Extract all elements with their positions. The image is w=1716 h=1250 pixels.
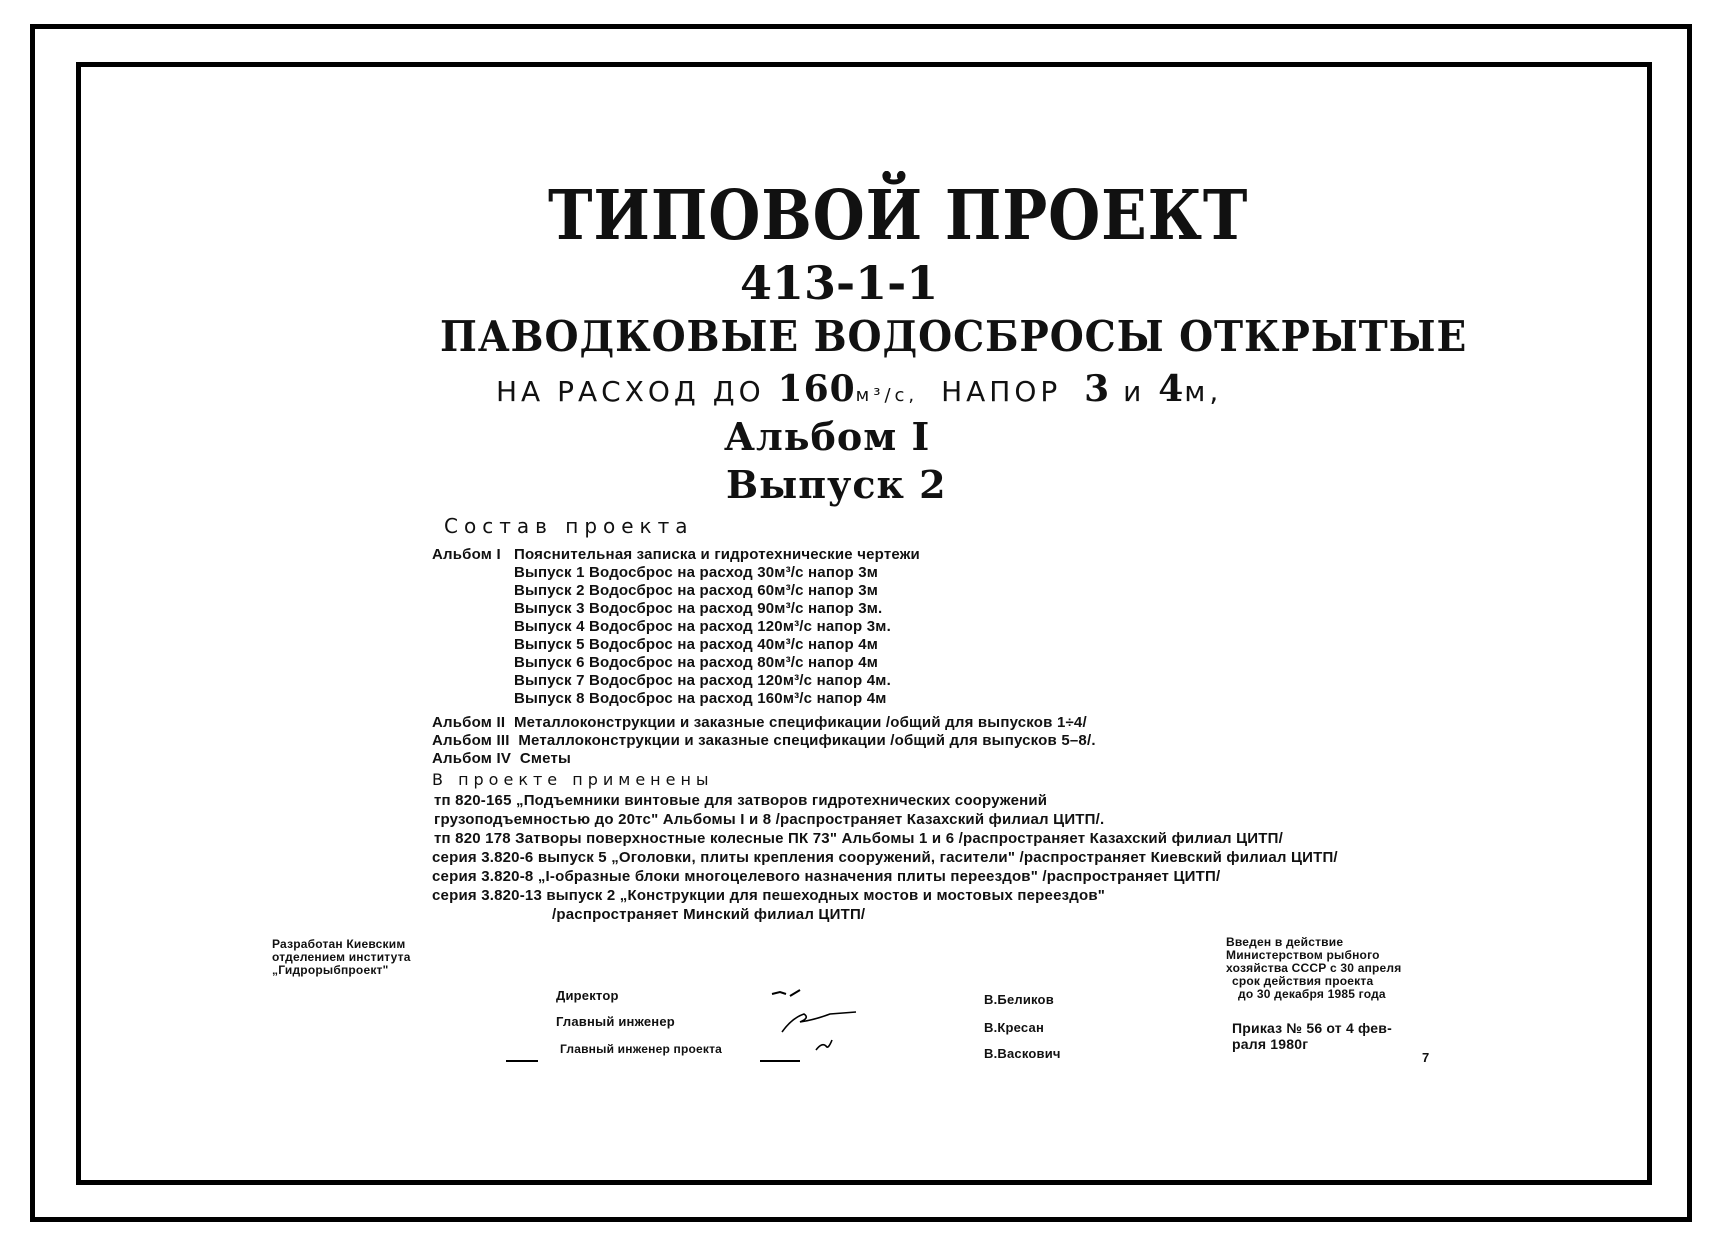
issue-label: Выпуск 1: [514, 564, 585, 581]
album-row: [432, 714, 1087, 731]
rate-line: [496, 368, 1222, 410]
introduced-block: [1226, 936, 1401, 1001]
head-label: НАПОР: [941, 375, 1062, 408]
applied-line: серия 3.820-13 выпуск 2 „Конструкции для пешеходных мостов и мостовых переездов": [432, 887, 1106, 904]
album-row: [432, 750, 571, 767]
issue-text: Водосброс на расход 30м³/с напор 3м: [589, 564, 879, 581]
introduced-line: срок действия проекта: [1232, 974, 1374, 988]
album-title: Альбом I: [724, 414, 931, 459]
order-block: [1232, 1020, 1392, 1052]
issue-text: Водосброс на расход 90м³/с напор 3м.: [589, 600, 883, 617]
issue-title: Выпуск 2: [726, 462, 947, 507]
issue-label: Выпуск 7: [514, 672, 585, 689]
issue-text: Водосброс на расход 120м³/с напор 3м.: [589, 618, 891, 635]
album-row: [432, 732, 1096, 749]
page-mark: 7: [1422, 1050, 1430, 1065]
rate-unit: м³/с,: [855, 385, 919, 406]
rate-prefix: НА РАСХОД ДО: [496, 375, 765, 408]
title-main: ТИПОВОЙ ПРОЕКТ: [548, 176, 1249, 256]
issue-row: [514, 636, 878, 653]
issue-row: [514, 582, 878, 599]
issue-label: Выпуск 5: [514, 636, 585, 653]
signature-line: [760, 1060, 800, 1062]
issue-text: Водосброс на расход 80м³/с напор 4м: [589, 654, 879, 671]
rate-value: 160: [777, 368, 856, 410]
developer-block: [272, 938, 411, 977]
issue-label: Выпуск 8: [514, 690, 585, 707]
applied-heading: В проекте применены: [432, 770, 714, 789]
applied-line: тп 820 178 Затворы поверхностные колесные ПК 73" Альбомы 1 и 6 /распространяет Казахский филиал ЦИТП/: [434, 830, 1283, 847]
signature-scribbles: [770, 984, 890, 1054]
issue-row: [514, 618, 891, 635]
composition-heading: Состав проекта: [444, 514, 694, 538]
introduced-line: Министерством рыбного: [1226, 948, 1380, 962]
introduced-line: Введен в действие: [1226, 935, 1344, 949]
album1-label: Альбом I: [432, 546, 501, 563]
issue-label: Выпуск 4: [514, 618, 585, 635]
issue-label: Выпуск 3: [514, 600, 585, 617]
developer-line: „Гидрорыбпроект": [272, 963, 389, 977]
issue-label: Выпуск 6: [514, 654, 585, 671]
applied-line: грузоподъемностью до 20тс" Альбомы I и 8 /распространяет Казахский филиал ЦИТП/.: [434, 811, 1105, 828]
applied-line: тп 820-165 „Подъемники винтовые для затворов гидротехнических сооружений: [434, 792, 1048, 809]
signature-name: В.Беликов: [984, 992, 1054, 1007]
head-and: и: [1123, 375, 1146, 408]
order-line: раля 1980г: [1232, 1036, 1309, 1052]
developer-line: отделением института: [272, 950, 411, 964]
issue-text: Водосброс на расход 160м³/с напор 4м: [589, 690, 887, 707]
album-label: Альбом III: [432, 732, 510, 749]
applied-line: серия 3.820-6 выпуск 5 „Оголовки, плиты крепления сооружений, гасители" /распространяет Киевский филиал ЦИТП/: [432, 849, 1338, 866]
album1-text: Пояснительная записка и гидротехнические чертежи: [514, 546, 920, 563]
head-value-b: 4: [1158, 368, 1185, 410]
issue-text: Водосброс на расход 60м³/с напор 3м: [589, 582, 879, 599]
introduced-line: до 30 декабря 1985 года: [1238, 987, 1386, 1001]
issue-row: [514, 600, 882, 617]
signature-line: [506, 1060, 538, 1062]
signature-role: Главный инженер: [556, 1014, 675, 1029]
signature-name: В.Кресан: [984, 1020, 1045, 1035]
signature-role: Главный инженер проекта: [560, 1042, 723, 1056]
album-label: Альбом IV: [432, 750, 512, 767]
introduced-line: хозяйства СССР с 30 апреля: [1226, 961, 1402, 975]
album-text: Металлоконструкции и заказные спецификации /общий для выпусков 1÷4/: [513, 714, 1087, 731]
project-subject: ПАВОДКОВЫЕ ВОДОСБРОСЫ ОТКРЫТЫЕ: [440, 312, 1468, 361]
issue-row: [514, 654, 878, 671]
issue-label: Выпуск 2: [514, 582, 585, 599]
album-text: Сметы: [519, 750, 572, 767]
head-value-a: 3: [1084, 368, 1111, 410]
applied-line: серия 3.820-8 „I-образные блоки многоцелевого назначения плиты переездов" /распространяет ЦИТП/: [432, 868, 1221, 885]
album-label: Альбом II: [432, 714, 506, 731]
issue-text: Водосброс на расход 40м³/с напор 4м: [589, 636, 879, 653]
album-text: Металлоконструкции и заказные спецификации /общий для выпусков 5–8/.: [518, 732, 1096, 749]
issue-row: [514, 672, 891, 689]
developer-line: Разработан Киевским: [272, 937, 406, 951]
order-line: Приказ № 56 от 4 фев-: [1232, 1020, 1392, 1036]
issue-row: [514, 564, 878, 581]
issue-text: Водосброс на расход 120м³/с напор 4м.: [589, 672, 891, 689]
head-unit: м,: [1184, 375, 1223, 408]
project-number: 413-1-1: [740, 256, 939, 310]
applied-line: /распространяет Минский филиал ЦИТП/: [552, 906, 866, 923]
issue-row: [514, 690, 887, 707]
signature-name: В.Васкович: [984, 1046, 1061, 1061]
signature-role: Директор: [556, 988, 619, 1003]
